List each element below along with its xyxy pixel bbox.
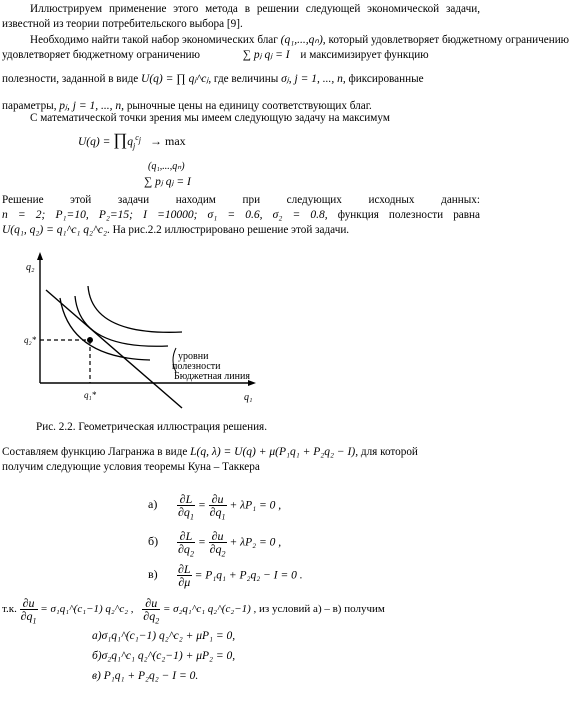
task-text-2: который удовлетворяет бюджетному ограничению xyxy=(328,34,569,46)
final-c-text: в) P₁q₁ + P₂q₂ − I = 0. xyxy=(92,670,199,682)
since-prefix: т.к. xyxy=(2,603,17,616)
utility-text: полезности, заданной в виде xyxy=(2,73,139,85)
figure-2-2 xyxy=(20,248,280,416)
objective-formula: $U(q) = \prod q_j^{c_j} \to \max$ xyxy=(78,130,186,151)
q2-star-label: q₂* xyxy=(24,335,37,345)
utility-text-3: фиксированные xyxy=(348,73,424,85)
task-text: Необходимо найти такой набор экономических благ xyxy=(30,34,278,46)
condition-b: б) $\frac{\partial L}{\partial q_2}$ = $\frac{\partial u}{\partial q_2}$ + λP₂ = 0 , xyxy=(148,529,282,559)
q1-star-label: q₁* xyxy=(84,390,97,400)
params-line xyxy=(2,98,372,112)
cond-c-label: в) xyxy=(148,567,158,582)
data-text: Решение этой задачи находим при следующих исходных данных: xyxy=(2,194,480,206)
problem-vars-text: (q₁,...,qₙ) xyxy=(148,161,185,172)
data-text-3: . На рис.2.2 иллюстрировано решение этой задачи. xyxy=(107,224,350,236)
task-text-3: и максимизирует функцию xyxy=(300,49,429,61)
problem-intro-text: С математической точки зрения мы имеем следующую задачу на максимум xyxy=(30,112,390,124)
figure-caption xyxy=(36,421,267,433)
derivatives-line: т.к. $\frac{\partial u}{\partial q_1}$ = σ₁q₁^(c₁−1) q₂^c₂ , $\frac{\partial u}{\partial q_2}$ = σ₂q₁^c₁ q₂^(c₂−1) , из условий а) – в) получим xyxy=(2,596,385,626)
utility-function-inline: U(q) = ∏ qⱼ^cⱼ xyxy=(141,73,209,85)
lagrange-line: Составляем функцию Лагранжа в виде L(q, λ) = U(q) + μ(P₁q₁ + P₂q₂ − I), для которой xyxy=(2,446,418,458)
cond-b-label: б) xyxy=(148,534,159,549)
sigma-vars: σⱼ, j = 1, ..., n, xyxy=(281,73,346,85)
goods-set: (q₁,...,qₙ), xyxy=(280,34,326,46)
legend-utility: уровни xyxy=(178,351,209,362)
paragraph-task xyxy=(30,32,569,46)
lagrange-line-2: получим следующие условия теоремы Куна – Таккера xyxy=(2,461,260,473)
constraint-text: ∑ pⱼ qⱼ = I xyxy=(144,176,191,188)
price-vars: pⱼ, j = 1, ..., n, xyxy=(59,100,125,112)
problem-vars xyxy=(148,161,185,172)
final-eq-c xyxy=(92,668,198,683)
x-axis-label: q₁ xyxy=(244,392,253,403)
budget-line xyxy=(46,290,182,408)
cond-c-rest: = P₁q₁ + P₂q₂ − I = 0 . xyxy=(194,569,303,582)
utility-curve-3 xyxy=(88,286,182,332)
final-eq-b xyxy=(92,648,235,663)
derivative-q2: = σ₂q₁^c₁ q₂^(c₂−1) , xyxy=(162,603,257,616)
utility-text-2: , где величины xyxy=(208,73,279,85)
utility-function-specific: U(q₁, q₂) = q₁^c₁ q₂^c₂ xyxy=(2,224,107,236)
cond-a-rest: + λP₁ = 0 , xyxy=(229,499,282,512)
y-axis-label: q₂ xyxy=(26,262,35,273)
legend-budget: Бюджетная линия xyxy=(174,371,250,382)
objective-max: → max xyxy=(150,134,186,148)
lagrange-function: L(q, λ) = U(q) + μ(P₁q₁ + P₂q₂ − I), xyxy=(190,446,359,458)
condition-a: а) $\frac{\partial L}{\partial q_1}$ = $\frac{\partial u}{\partial q_1}$ + λP₁ = 0 , xyxy=(148,492,282,522)
condition-c: в) $\frac{\partial L}{\partial\mu}$ = P₁q₁ + P₂q₂ − I = 0 . xyxy=(148,562,303,589)
params-text: параметры, xyxy=(2,100,57,112)
legend-utility-2: полезности xyxy=(172,361,221,372)
intro-text: Иллюстрируем применение этого метода в решении следующей экономической задачи, известной из теории потребительского выбора [9]. xyxy=(2,3,480,30)
derivative-q1: = σ₁q₁^(c₁−1) q₂^c₂ , xyxy=(40,603,134,616)
utility-line xyxy=(2,71,424,85)
budget-constraint-inline: ∑ pⱼ qⱼ = I xyxy=(242,49,290,61)
final-b-text: б)σ₂q₁^c₁ q₂^(c₂−1) + μP₂ = 0, xyxy=(92,650,236,662)
final-a-text: а)σ₁q₁^(c₁−1) q₂^c₂ + μP₁ = 0, xyxy=(92,630,236,642)
paragraph-data xyxy=(2,193,480,238)
y-axis-arrow xyxy=(37,252,43,260)
caption-text: Рис. 2.2. Геометрическая иллюстрация решения. xyxy=(36,421,268,433)
utility-curve-1 xyxy=(60,298,150,360)
data-text-2: функция полезности равна xyxy=(337,209,481,221)
paragraph-intro xyxy=(2,2,480,32)
params-text-2: рыночные цены на единицу соответствующих благ. xyxy=(126,100,372,112)
constraint-formula xyxy=(144,174,191,189)
lagrange-text: Составляем функцию Лагранжа в виде xyxy=(2,446,188,458)
since-suffix: из условий а) – в) получим xyxy=(258,603,385,616)
cond-a-label: а) xyxy=(148,497,158,512)
input-data: n = 2; P₁=10, P₂=15; I =10000; σ₁ = 0.6, σ₂ = 0.8, xyxy=(2,209,328,221)
final-eq-a xyxy=(92,628,235,643)
problem-intro xyxy=(30,112,390,124)
cond-b-rest: + λP₂ = 0 , xyxy=(229,536,282,549)
paragraph-task-line2: удовлетворяет бюджетному ограничению ∑ pⱼ qⱼ = I и максимизирует функцию xyxy=(2,49,429,61)
